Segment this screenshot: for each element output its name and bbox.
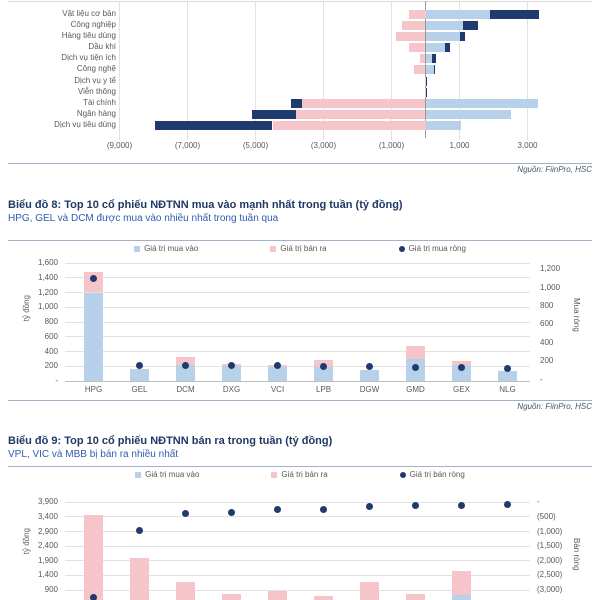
- sell-bar: [452, 571, 471, 595]
- y-tick-label: 1,200: [37, 287, 58, 297]
- y-tick-label: -: [55, 376, 58, 385]
- y-tick-label: 3,900: [37, 497, 58, 507]
- net-dot: [228, 509, 235, 516]
- buy-bar: [452, 595, 471, 600]
- right-tick-label: 400: [540, 337, 554, 347]
- chart9-title: Biểu đồ 9: Top 10 cổ phiếu NĐTNN bán ra trong tuần (tỷ đồng): [8, 435, 333, 447]
- category-label: Dịch vụ tiện ích: [61, 53, 116, 63]
- ticker-label: HPG: [84, 385, 103, 394]
- net-dot: [366, 503, 373, 510]
- ticker-label: GMD: [406, 385, 425, 394]
- x-tick-label: 3,000: [517, 141, 538, 150]
- right-tick-label: (2,000): [537, 555, 563, 565]
- source-note: Nguồn: FiinPro, HSC: [517, 402, 592, 411]
- x-tick-label: 1,000: [449, 141, 470, 150]
- category-label: Viễn thông: [77, 86, 116, 96]
- right-axis-title: Bán ròng: [572, 538, 581, 571]
- right-tick-label: (1,000): [537, 526, 563, 536]
- right-tick-label: 600: [540, 319, 554, 329]
- legend-label: Giá trị bán ra: [281, 470, 328, 479]
- legend-label: Giá trị mua ròng: [408, 244, 466, 253]
- net-dot: [458, 502, 465, 509]
- right-tick-label: (1,500): [537, 541, 563, 551]
- legend-label: Giá trị bán ra: [280, 244, 327, 253]
- sell-bar: [176, 582, 195, 600]
- net-dot: [320, 506, 327, 513]
- ticker-label: NLG: [499, 385, 516, 394]
- net-dot: [136, 527, 143, 534]
- legend-label: Giá trị mua vào: [144, 244, 199, 253]
- sell-bar: [84, 515, 103, 600]
- x-tick-label: (1,000): [378, 141, 405, 150]
- right-tick-label: 800: [540, 300, 554, 310]
- right-tick-label: (500): [537, 511, 556, 521]
- chart9-subtitle: VPL, VIC và MBB bị bán ra nhiều nhất: [8, 449, 179, 460]
- right-tick-label: 1,000: [540, 282, 561, 292]
- ticker-label: GEL: [131, 385, 148, 394]
- ticker-label: VCI: [270, 385, 285, 394]
- net-dot: [412, 502, 419, 509]
- chart8-title: Biểu đồ 8: Top 10 cổ phiếu NĐTNN mua vào mạnh nhất trong tuần (tỷ đồng): [8, 199, 403, 211]
- x-tick-label: (7,000): [174, 141, 201, 150]
- y-tick-label: 2,900: [37, 526, 58, 536]
- category-label: Dầu khí: [88, 42, 116, 51]
- category-label: Hàng tiêu dùng: [61, 30, 116, 40]
- x-tick-label: (9,000): [106, 141, 133, 150]
- y-tick-label: 1,600: [37, 258, 58, 267]
- right-axis-title: Mua ròng: [572, 298, 581, 332]
- net-dot: [90, 594, 97, 600]
- legend-label: Giá trị bán ròng: [409, 470, 465, 479]
- y-tick-label: 1,000: [37, 302, 58, 312]
- y-tick-label: 200: [44, 361, 58, 371]
- right-tick-label: (3,000): [537, 585, 563, 595]
- net-dot: [504, 501, 511, 508]
- y-tick-label: 900: [44, 585, 58, 595]
- y-tick-label: 800: [44, 317, 58, 326]
- x-tick-label: (5,000): [242, 141, 269, 150]
- category-label: Vật liệu cơ bản: [62, 8, 116, 18]
- sell-bar: [268, 591, 287, 600]
- y-tick-label: 600: [44, 331, 58, 341]
- sell-bar: [222, 594, 241, 600]
- right-tick-label: (2,500): [537, 570, 563, 580]
- grid-line: [65, 516, 530, 517]
- right-tick-label: 1,200: [540, 264, 561, 274]
- category-label: Công nghiệp: [70, 19, 116, 29]
- category-label: Ngân hàng: [76, 109, 116, 119]
- left-axis-title: tỷ đồng: [22, 528, 31, 555]
- y-tick-label: 1,900: [37, 555, 58, 565]
- ticker-label: GEX: [453, 385, 470, 394]
- category-label: Tài chính: [83, 97, 116, 107]
- ticker-label: DCM: [176, 385, 195, 394]
- y-tick-label: 2,400: [37, 541, 58, 551]
- y-tick-label: 1,400: [37, 272, 58, 282]
- grid-line: [65, 546, 530, 547]
- sell-bar: [314, 596, 333, 600]
- y-tick-label: 1,400: [37, 570, 58, 580]
- sell-bar: [406, 594, 425, 600]
- sell-bar: [130, 558, 149, 600]
- category-label: Công nghệ: [76, 64, 116, 74]
- grid-line: [65, 531, 530, 532]
- right-tick-label: -: [540, 374, 543, 384]
- ticker-label: DXG: [222, 385, 241, 394]
- right-tick-label: -: [537, 497, 540, 507]
- right-tick-label: 200: [540, 356, 554, 366]
- ticker-label: LPB: [315, 385, 332, 394]
- left-axis-title: tỷ đồng: [22, 295, 31, 322]
- sell-bar: [360, 582, 379, 600]
- source-note: Nguồn: FiinPro, HSC: [517, 165, 592, 174]
- net-dot: [274, 506, 281, 513]
- ticker-label: DGW: [359, 385, 380, 394]
- y-tick-label: 3,400: [37, 511, 58, 521]
- legend-label: Giá trị mua vào: [145, 470, 200, 479]
- category-label: Dịch vụ tiêu dùng: [54, 120, 116, 130]
- chart8-subtitle: HPG, GEL và DCM được mua vào nhiều nhất trong tuần qua: [8, 213, 279, 224]
- category-label: Dịch vụ y tế: [74, 75, 116, 85]
- y-tick-label: 400: [44, 346, 58, 356]
- x-tick-label: (3,000): [310, 141, 337, 150]
